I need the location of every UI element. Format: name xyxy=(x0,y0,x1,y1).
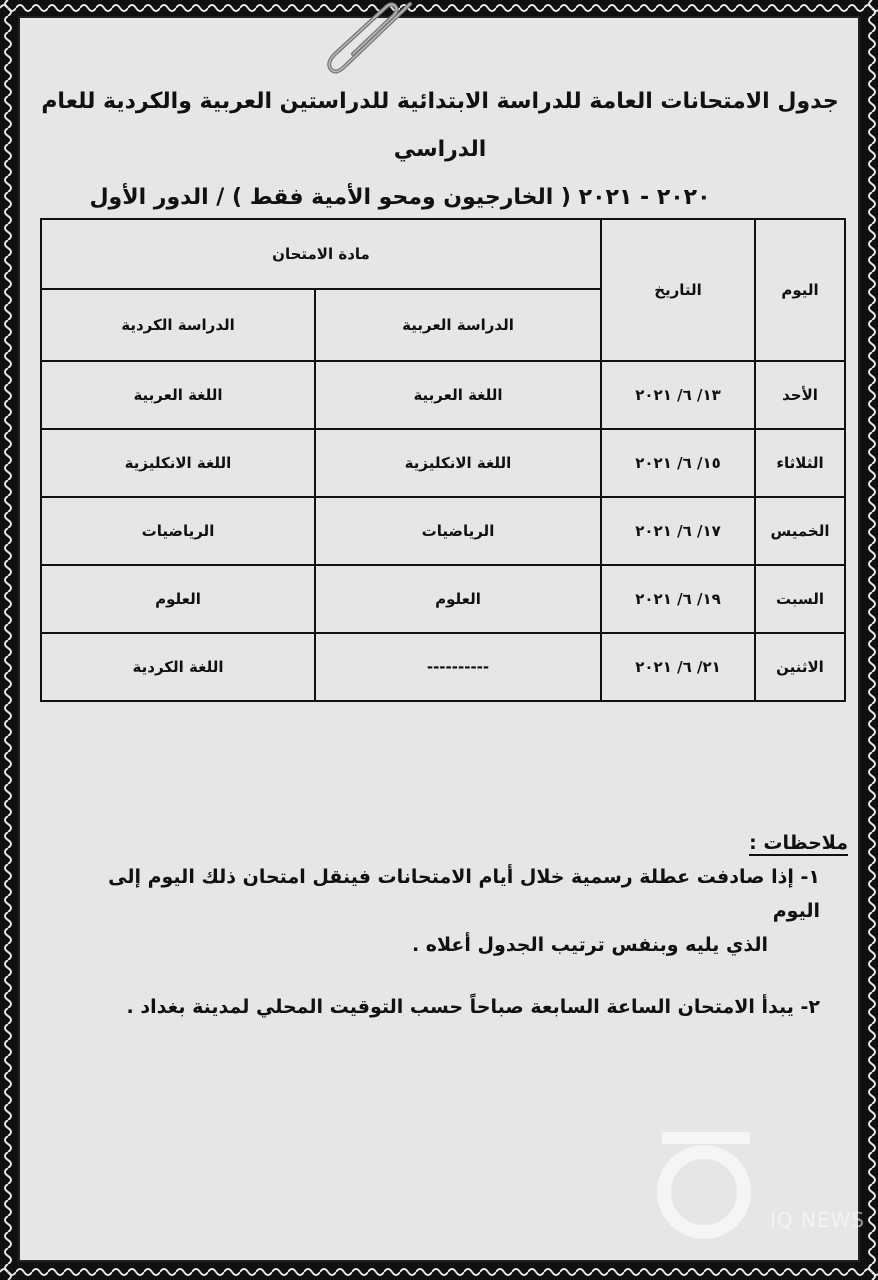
cell-day: السبت xyxy=(755,565,845,633)
note-2: ٢- يبدأ الامتحان الساعة السابعة صباحاً حسب التوقيت المحلي لمدينة بغداد . xyxy=(126,996,820,1018)
watermark-text: IQ NEWS xyxy=(770,1208,866,1232)
title-line-1: جدول الامتحانات العامة للدراسة الابتدائية للدراستين العربية والكردية للعام الدراسي xyxy=(41,89,839,162)
cell-kurdish-subject: اللغة العربية xyxy=(41,361,315,429)
paperclip-icon xyxy=(325,0,420,80)
cell-arabic-subject: اللغة العربية xyxy=(315,361,601,429)
notes-title: ملاحظات : xyxy=(749,832,848,854)
note-1 xyxy=(70,860,820,962)
cell-kurdish-subject: اللغة الانكليزية xyxy=(41,429,315,497)
cell-arabic-subject: الرياضيات xyxy=(315,497,601,565)
cell-arabic-subject: العلوم xyxy=(315,565,601,633)
cell-kurdish-subject: العلوم xyxy=(41,565,315,633)
header-subject: مادة الامتحان xyxy=(41,219,601,289)
table-row xyxy=(41,633,845,701)
cell-kurdish-subject: الرياضيات xyxy=(41,497,315,565)
cell-arabic-subject: اللغة الانكليزية xyxy=(315,429,601,497)
cell-date: ١٧/ ٦/ ٢٠٢١ xyxy=(601,497,755,565)
table-header-row xyxy=(41,219,845,289)
header-kurdish-study: الدراسة الكردية xyxy=(41,289,315,361)
cell-date: ١٩/ ٦/ ٢٠٢١ xyxy=(601,565,755,633)
table-row xyxy=(41,497,845,565)
table-row xyxy=(41,429,845,497)
cell-day: الثلاثاء xyxy=(755,429,845,497)
cell-date: ٢١/ ٦/ ٢٠٢١ xyxy=(601,633,755,701)
cell-day: الاثنين xyxy=(755,633,845,701)
cell-day: الأحد xyxy=(755,361,845,429)
cell-kurdish-subject: اللغة الكردية xyxy=(41,633,315,701)
document-title xyxy=(40,78,840,222)
note-1-line-2: الذي يليه وبنفس ترتيب الجدول أعلاه . xyxy=(411,934,768,956)
table-row xyxy=(41,565,845,633)
title-line-2: ٢٠٢٠ - ٢٠٢١ ( الخارجيون ومحو الأمية فقط ) / الدور الأول xyxy=(89,185,711,210)
exam-schedule-table xyxy=(40,218,846,702)
cell-date: ١٥/ ٦/ ٢٠٢١ xyxy=(601,429,755,497)
iq-news-logo-icon xyxy=(652,1130,762,1240)
note-1-line-1: ١- إذا صادفت عطلة رسمية خلال أيام الامتحانات فينقل امتحان ذلك اليوم إلى اليوم xyxy=(108,866,820,922)
header-arabic-study: الدراسة العربية xyxy=(315,289,601,361)
header-day: اليوم xyxy=(755,219,845,361)
notes-section xyxy=(70,832,848,1024)
cell-day: الخميس xyxy=(755,497,845,565)
cell-arabic-subject: ---------- xyxy=(315,633,601,701)
header-date: التاريخ xyxy=(601,219,755,361)
cell-date: ١٣/ ٦/ ٢٠٢١ xyxy=(601,361,755,429)
table-row xyxy=(41,361,845,429)
